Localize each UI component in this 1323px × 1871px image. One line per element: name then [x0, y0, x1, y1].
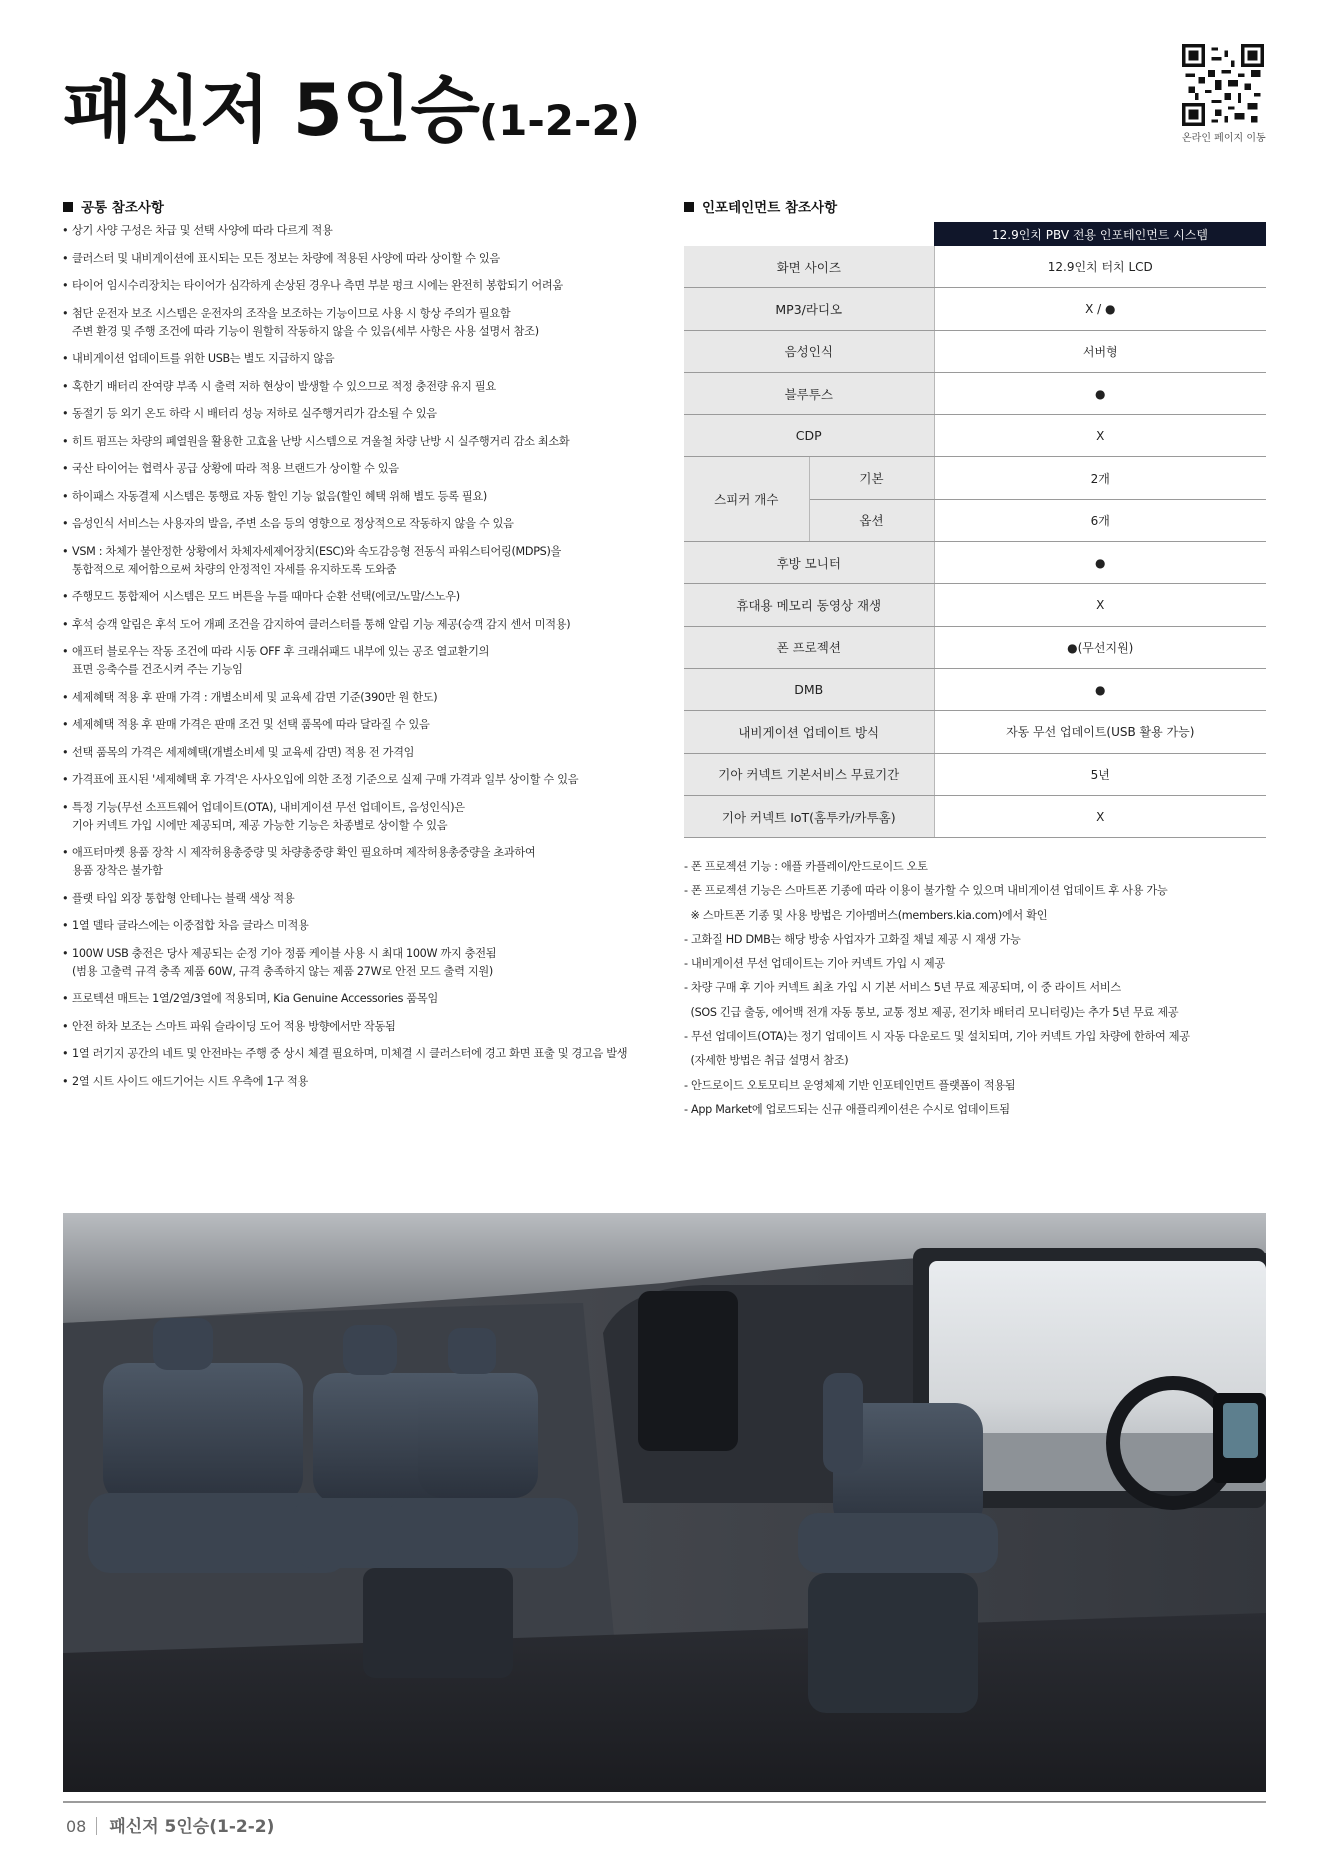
note-line: • 국산 타이어는 협력사 공급 상황에 따라 적용 브랜드가 상이할 수 있음: [72, 462, 399, 475]
footnote-line: - 차량 구매 후 기아 커넥트 최초 가입 시 기본 서비스 5년 무료 제공되며, 이 중 라이트 서비스: [684, 981, 1121, 995]
spec-label: 휴대용 메모리 동영상 재생: [684, 584, 934, 626]
note-item: [62, 716, 662, 734]
note-line: • 클러스터 및 내비게이션에 표시되는 모든 정보는 차량에 적용된 사양에 따라 상이할 수 있음: [72, 251, 500, 265]
note-line: • 2열 시트 사이드 애드기어는 시트 우측에 1구 적용: [72, 1074, 309, 1088]
spec-label: 기아 커넥트 기본서비스 무료기간: [684, 753, 934, 795]
note-line: • 첨단 운전자 보조 시스템은 운전자의 조작을 보조하는 기능이므로 사용 시 항상 주의가 필요함: [72, 306, 511, 320]
spec-sublabel: 기본: [809, 457, 934, 499]
note-item: [62, 543, 662, 579]
spec-value: 6개: [934, 499, 1266, 541]
spec-value: X: [934, 584, 1266, 626]
infotainment-heading-label: 인포테인먼트 참조사항: [702, 200, 838, 216]
heading-square-icon: [684, 202, 694, 212]
common-notes-heading-label: 공통 참조사항: [81, 200, 164, 216]
spec-value: 12.9인치 터치 LCD: [934, 246, 1266, 288]
heading-square-icon: [63, 202, 73, 212]
note-line: • 주행모드 통합제어 시스템은 모드 버튼을 누를 때마다 순환 선택(에코/노말/스노우): [72, 590, 460, 603]
note-line: 주변 환경 및 주행 조건에 따라 기능이 원할히 작동하지 않을 수 있음(세부 사항은 사용 설명서 참조): [72, 324, 539, 338]
note-line: • 음성인식 서비스는 사용자의 발음, 주변 소음 등의 영향으로 정상적으로 작동하지 않을 수 있음: [72, 517, 514, 530]
infotainment-heading: [684, 196, 837, 216]
note-line: • 1열 델타 글라스에는 이중접합 차음 글라스 미적용: [72, 919, 309, 932]
spec-value: ●: [934, 372, 1266, 414]
spec-value: 5년: [934, 753, 1266, 795]
footer-page-title: 패신저 5인승(1-2-2): [109, 1817, 275, 1837]
note-line: • 100W USB 충전은 당사 제공되는 순정 기아 정품 케이블 사용 시 최대 100W 까지 충전됨: [72, 946, 497, 960]
footnote-line: - 안드로이드 오토모티브 운영체제 기반 인포테인먼트 플랫폼이 적용됨: [684, 1078, 1016, 1092]
note-line: • 프로텍션 매트는 1열/2열/3열에 적용되며, Kia Genuine Accessories 품목임: [72, 992, 438, 1005]
page-title: [63, 52, 640, 156]
note-line: • 하이패스 자동결제 시스템은 통행료 자동 할인 기능 없음(할인 혜택 위해 별도 등록 필요): [72, 489, 487, 503]
note-item: [62, 460, 662, 478]
note-line: • 1열 러기지 공간의 네트 및 안전바는 주행 중 상시 체결 필요하며, 미체결 시 클러스터에 경고 화면 표출 및 경고음 발생: [72, 1047, 628, 1060]
page-footer: [66, 1812, 274, 1837]
spec-label: 폰 프로젝션: [684, 626, 934, 668]
note-line: • VSM : 차체가 불안정한 상황에서 차체자세제어장치(ESC)와 속도감응형 전동식 파워스티어링(MDPS)을: [72, 544, 562, 558]
spec-value: ●(무선지원): [934, 626, 1266, 668]
footer-rule: [63, 1801, 1266, 1803]
footnote-line: - 무선 업데이트(OTA)는 정기 업데이트 시 자동 다운로드 및 설치되며, 기아 커넥트 가입 차량에 한하여 제공: [684, 1030, 1190, 1044]
van-interior-illustration: [63, 1213, 1266, 1792]
footnote-line: - 내비게이션 무선 업데이트는 기아 커넥트 가입 시 제공: [684, 957, 945, 971]
note-item: [62, 844, 662, 880]
spec-row: [684, 753, 1266, 795]
spec-label: CDP: [684, 415, 934, 457]
note-item: [62, 616, 662, 634]
note-line: • 애프터 블로우는 작동 조건에 따라 시동 OFF 후 크래쉬패드 내부에 있는 공조 열교환기의: [72, 645, 490, 658]
note-line: 용품 장착은 불가함: [72, 864, 163, 877]
spec-value: ●: [934, 668, 1266, 710]
note-line: • 애프터마켓 용품 장착 시 제작허용총중량 및 차량총중량 확인 필요하며 제작허용총중량을 초과하여: [72, 846, 536, 859]
page-number: 08: [66, 1817, 87, 1836]
page-title-seat-layout: (1-2-2): [478, 96, 640, 145]
footnote-line: - 폰 프로젝션 기능 : 애플 카플레이/안드로이드 오토: [684, 860, 928, 873]
note-line: • 혹한기 배터리 잔여량 부족 시 출력 저하 현상이 발생할 수 있으므로 적정 충전량 유지 필요: [72, 379, 496, 393]
qr-link[interactable]: [1182, 44, 1264, 144]
note-line: • 후석 승객 알림은 후석 도어 개폐 조건을 감지하여 클러스터를 통해 알림 기능 제공(승객 감지 센서 미적용): [72, 617, 571, 631]
infotainment-footnotes: [684, 855, 1284, 1122]
spec-label: 후방 모니터: [684, 542, 934, 584]
note-item: [62, 917, 662, 935]
spec-row: [684, 795, 1266, 837]
note-item: [62, 799, 662, 835]
note-item: [62, 222, 662, 240]
qr-caption: 온라인 페이지 이동: [1182, 133, 1266, 144]
page-title-main: 패신저 5인승: [63, 68, 479, 152]
spec-value: X: [934, 795, 1266, 837]
spec-label: 음성인식: [684, 330, 934, 372]
note-line: • 특정 기능(무선 소프트웨어 업데이트(OTA), 내비게이션 무선 업데이트, 음성인식)은: [72, 800, 465, 814]
spec-label: 내비게이션 업데이트 방식: [684, 711, 934, 753]
note-item: [62, 250, 662, 268]
spec-label: MP3/라디오: [684, 288, 934, 330]
note-line: • 타이어 임시수리장치는 타이어가 심각하게 손상된 경우나 측면 부분 펑크 시에는 완전히 봉합되기 어려움: [72, 279, 563, 292]
spec-value: X: [934, 415, 1266, 457]
note-item: [62, 890, 662, 908]
common-notes-list: [62, 222, 662, 1100]
note-item: [62, 350, 662, 368]
note-line: (범용 고출력 규격 충족 제품 60W, 규격 충족하지 않는 제품 27W로 안전 모드 출력 지원): [72, 964, 493, 978]
spec-row: [684, 330, 1266, 372]
spec-label: DMB: [684, 668, 934, 710]
note-item: [62, 305, 662, 341]
spec-row: [684, 584, 1266, 626]
note-line: 표면 응축수를 건조시켜 주는 기능임: [72, 663, 243, 676]
spec-row: [684, 288, 1266, 330]
spec-row: [684, 668, 1266, 710]
note-line: • 내비게이션 업데이트를 위한 USB는 별도 지급하지 않음: [72, 352, 335, 365]
spec-row: [684, 626, 1266, 668]
note-item: [62, 588, 662, 606]
note-item: [62, 515, 662, 533]
common-notes-heading: [63, 196, 164, 216]
note-item: [62, 277, 662, 295]
note-item: [62, 990, 662, 1008]
spec-row: [684, 415, 1266, 457]
note-item: [62, 488, 662, 506]
footnote-line: - App Market에 업로드되는 신규 애플리케이션은 수시로 업데이트됨: [684, 1102, 1010, 1116]
spec-value: ●: [934, 542, 1266, 584]
note-line: • 세제혜택 적용 후 판매 가격은 판매 조건 및 선택 품목에 따라 달라질 수 있음: [72, 718, 430, 731]
footnote-line: (SOS 긴급 출동, 에어백 전개 자동 통보, 교통 정보 제공, 전기차 배터리 모니터링)는 추가 5년 무료 제공: [684, 1005, 1179, 1019]
footnote-line: - 폰 프로젝션 기능은 스마트폰 기종에 따라 이용이 불가할 수 있으며 내비게이션 업데이트 후 사용 가능: [684, 884, 1168, 898]
note-line: 기아 커넥트 가입 시에만 제공되며, 제공 가능한 기능은 차종별로 상이할 수 있음: [72, 818, 448, 832]
spec-row: [684, 246, 1266, 288]
note-line: • 상기 사양 구성은 차급 및 선택 사양에 따라 다르게 적용: [72, 224, 333, 237]
note-item: [62, 1073, 662, 1091]
spec-label: 화면 사이즈: [684, 246, 934, 288]
note-line: • 히트 펌프는 차량의 폐열원을 활용한 고효율 난방 시스템으로 겨울철 차량 난방 시 실주행거리 감소 최소화: [72, 434, 570, 448]
note-line: • 세제혜택 적용 후 판매 가격 : 개별소비세 및 교육세 감면 기준(390만 원 한도): [72, 690, 438, 704]
note-item: [62, 744, 662, 762]
spec-sublabel: 옵션: [809, 499, 934, 541]
spec-label: 기아 커넥트 IoT(홈투카/카투홈): [684, 795, 934, 837]
note-item: [62, 689, 662, 707]
interior-photo: [63, 1213, 1266, 1792]
spec-row: [684, 372, 1266, 414]
note-line: • 플랫 타입 외장 통합형 안테나는 블랙 색상 적용: [72, 891, 295, 905]
footnote-line: ※ 스마트폰 기종 및 사용 방법은 기아멤버스(members.kia.com)에서 확인: [684, 908, 1048, 922]
spec-value: 서버형: [934, 330, 1266, 372]
note-item: [62, 1045, 662, 1063]
spec-row: [684, 457, 1266, 499]
note-line: 통합적으로 제어함으로써 차량의 안정적인 자세를 유지하도록 도와줌: [72, 562, 397, 576]
footnote-line: - 고화질 HD DMB는 해당 방송 사업자가 고화질 채널 제공 시 재생 가능: [684, 932, 1021, 946]
infotainment-spec-table: [684, 222, 1266, 838]
note-item: [62, 433, 662, 451]
note-item: [62, 945, 662, 981]
spec-value: 2개: [934, 457, 1266, 499]
note-item: [62, 771, 662, 789]
footnote-line: (자세한 방법은 취급 설명서 참조): [684, 1054, 849, 1068]
note-line: • 안전 하차 보조는 스마트 파워 슬라이딩 도어 적용 방향에서만 작동됨: [72, 1019, 396, 1033]
spec-label-speaker: 스피커 개수: [684, 457, 809, 542]
qr-code-icon: [1182, 44, 1264, 126]
note-item: [62, 378, 662, 396]
note-item: [62, 1018, 662, 1036]
note-item: [62, 643, 662, 679]
note-item: [62, 405, 662, 423]
spec-row: [684, 542, 1266, 584]
note-line: • 선택 품목의 가격은 세제혜택(개별소비세 및 교육세 감면) 적용 전 가격임: [72, 745, 415, 759]
spec-column-header: 12.9인치 PBV 전용 인포테인먼트 시스템: [934, 222, 1266, 246]
footer-divider: [96, 1817, 97, 1835]
note-line: • 가격표에 표시된 '세제혜택 후 가격'은 사사오입에 의한 조정 기준으로 실제 구매 가격과 일부 상이할 수 있음: [72, 773, 579, 786]
note-line: • 동절기 등 외기 온도 하락 시 배터리 성능 저하로 실주행거리가 감소될 수 있음: [72, 407, 437, 420]
spec-value: X / ●: [934, 288, 1266, 330]
spec-label: 블루투스: [684, 372, 934, 414]
spec-value: 자동 무선 업데이트(USB 활용 가능): [934, 711, 1266, 753]
spec-row: [684, 711, 1266, 753]
